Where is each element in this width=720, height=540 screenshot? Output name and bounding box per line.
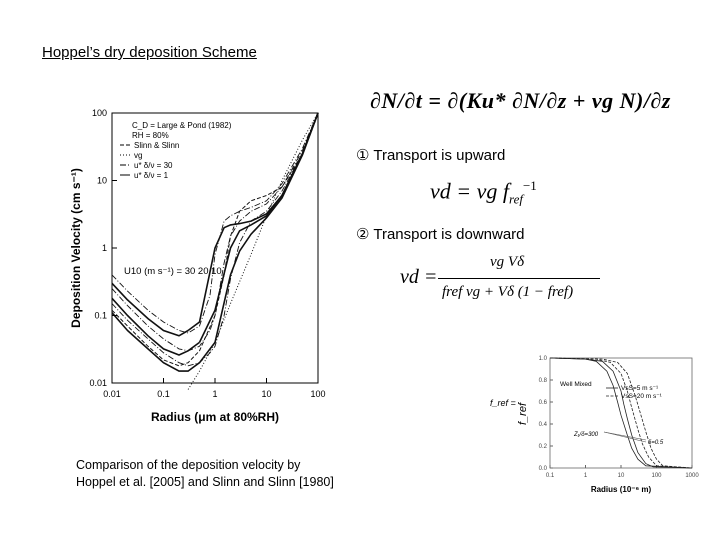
wind-speed-annotation: U10 (m s⁻¹) = 30 20 10 <box>124 266 222 277</box>
caption-line-1: Hoppel et al. [2005] and Slinn and Slinn [1980] <box>76 475 334 489</box>
figure-caption <box>76 457 334 491</box>
item-upward: ① Transport is upward <box>356 147 506 164</box>
fref-y-tick-label: 0.6 <box>538 400 547 406</box>
fref-y-tick-label: 0.0 <box>538 466 547 472</box>
deposition-velocity-chart <box>62 98 338 428</box>
y-tick-label: 0.01 <box>89 378 107 388</box>
fref-x-tick-label: 10 <box>617 473 625 479</box>
y-tick-label: 1 <box>101 243 107 253</box>
item-downward: ② Transport is downward <box>356 226 525 243</box>
fref-x-tick-label: 1 <box>583 473 588 479</box>
x-tick-label: 0.01 <box>103 389 121 399</box>
legend-line-2: Slinn & Slinn <box>134 141 180 150</box>
fref-x-tick-label: 1000 <box>685 473 699 479</box>
legend-line-1: RH = 80% <box>132 131 169 140</box>
y-tick-label: 0.1 <box>94 310 107 321</box>
x-axis-label: Radius (μm at 80%RH) <box>150 410 280 424</box>
transport-equation: ∂N/∂t = ∂(Ku* ∂N/∂z + vg N)/∂z <box>370 88 671 113</box>
fref-annotation-2: δ=0.5 <box>648 440 664 446</box>
downward-velocity-equation <box>400 254 610 310</box>
fref-x-tick-label: 0.1 <box>545 473 555 479</box>
fref-annotation-1: Z₁/δ=300 <box>574 432 599 438</box>
x-tick-label: 1 <box>212 389 218 399</box>
legend-line-4: u* δ/ν = 30 <box>134 161 173 170</box>
x-tick-label: 0.1 <box>157 389 170 399</box>
slide-title: Hoppel’s dry deposition Scheme <box>42 44 257 61</box>
fref-side-label: f_ref = <box>490 398 516 408</box>
x-tick-label: 10 <box>261 389 272 399</box>
eq3-fraction-bar <box>438 278 600 279</box>
fref-x-tick-label: 100 <box>651 473 662 479</box>
eq3-lhs: vd = <box>400 266 438 288</box>
y-axis-label: Deposition Velocity (cm s⁻¹) <box>69 168 83 328</box>
fref-y-tick-label: 0.4 <box>538 422 547 428</box>
legend-line-5: u* δ/ν = 1 <box>134 171 169 180</box>
legend-line-3: vg <box>134 151 143 160</box>
eq3-numerator: vg Vδ <box>490 254 525 270</box>
fref-legend-0: VsS=5 m s⁻¹ <box>621 385 659 392</box>
eq2-sub: ref <box>509 191 523 207</box>
caption-line-0: Comparison of the deposition velocity by <box>76 458 301 472</box>
fref-chart <box>488 352 712 498</box>
x-tick-label: 100 <box>310 389 326 399</box>
fref-y-tick-label: 1.0 <box>538 356 547 362</box>
upward-velocity-equation <box>430 178 537 208</box>
y-tick-label: 100 <box>91 108 107 118</box>
fref-y-axis-label: f_ref <box>517 402 529 426</box>
y-tick-label: 10 <box>96 175 107 186</box>
eq2-lhs: vd = vg f <box>430 178 509 204</box>
fref-x-axis-label: Radius (10⁻⁶ m) <box>590 485 652 494</box>
legend-line-0: C_D = Large & Pond (1982) <box>132 121 232 130</box>
fref-y-tick-label: 0.8 <box>538 378 547 384</box>
fref-legend-1: VsS=20 m s⁻¹ <box>621 393 662 400</box>
eq3-denominator: fref vg + Vδ (1 − fref) <box>442 284 574 300</box>
fref-annotation-0: Well Mixed <box>560 381 592 388</box>
eq2-sup: −1 <box>522 178 537 193</box>
fref-y-tick-label: 0.2 <box>538 444 547 450</box>
